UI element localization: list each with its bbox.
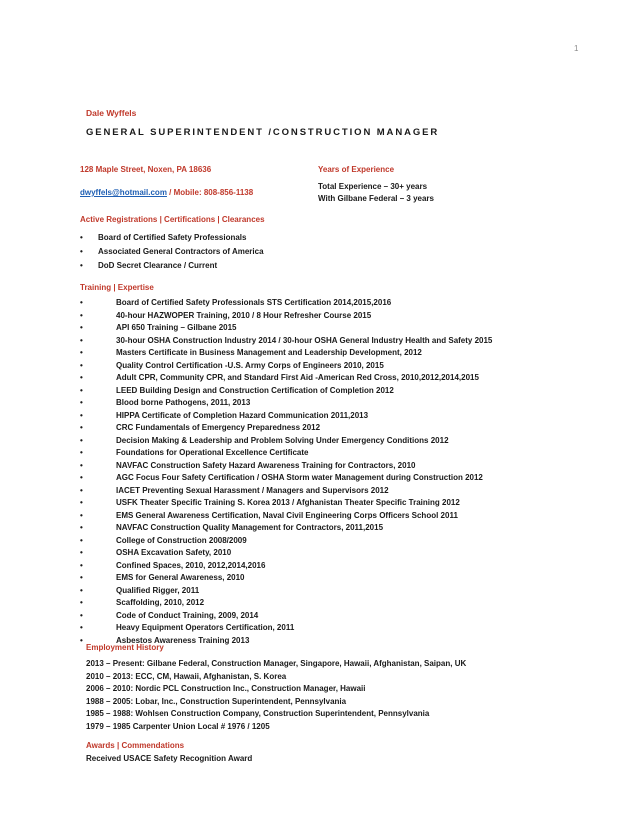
email-link[interactable]: dwyffels@hotmail.com	[80, 188, 167, 197]
gilbane-experience: With Gilbane Federal – 3 years	[318, 194, 434, 203]
bullet: •	[80, 623, 83, 632]
bullet: •	[80, 523, 83, 532]
bullet: •	[80, 473, 83, 482]
bullet: •	[80, 335, 83, 345]
contact-line	[80, 187, 253, 198]
bullet: •	[80, 247, 83, 256]
experience-details	[318, 181, 434, 205]
employment-item: 1985 – 1988: Wohlsen Construction Company, Construction Superintendent, Pennsylvania	[86, 709, 430, 718]
bullet: •	[80, 498, 83, 507]
bullet: •	[80, 298, 83, 307]
bullet: •	[80, 460, 83, 470]
bullet: •	[80, 233, 83, 242]
bullet: •	[80, 585, 83, 595]
bullet: •	[80, 373, 83, 382]
bullet: •	[80, 448, 83, 457]
bullet: •	[80, 348, 83, 357]
employment-list	[86, 658, 466, 733]
registrations-heading: Active Registrations | Certifications | Clearances	[80, 215, 265, 224]
page-number: 1	[574, 44, 579, 53]
address: 128 Maple Street, Noxen, PA 18636	[80, 165, 212, 174]
employment-item: 1979 – 1985 Carpenter Union Local # 1976 / 1205	[86, 721, 270, 731]
bullet: •	[80, 360, 83, 370]
bullet: •	[80, 398, 83, 407]
employment-item: 2010 – 2013: ECC, CM, Hawaii, Afghanistan, S. Korea	[86, 671, 287, 681]
employment-item: 2006 – 2010: Nordic PCL Construction Inc., Construction Manager, Hawaii	[86, 684, 366, 693]
bullet: •	[80, 410, 83, 420]
bullet: •	[80, 510, 83, 520]
employment-item: 1988 – 2005: Lobar, Inc., Construction Superintendent, Pennsylvania	[86, 696, 347, 706]
bullet: •	[80, 435, 83, 445]
total-experience: Total Experience – 30+ years	[318, 182, 428, 191]
bullet: •	[80, 323, 83, 332]
employment-heading: Employment History	[86, 643, 164, 652]
award-item: Received USACE Safety Recognition Award	[86, 754, 253, 763]
bullet: •	[80, 423, 83, 432]
phone-text: / Mobile: 808-856-1138	[166, 188, 254, 197]
awards-heading: Awards | Commendations	[86, 741, 185, 750]
bullet: •	[80, 610, 83, 620]
bullet: •	[80, 385, 83, 395]
bullet: •	[80, 261, 83, 270]
job-title: GENERAL SUPERINTENDENT /CONSTRUCTION MANAGER	[86, 127, 440, 138]
bullet: •	[80, 310, 83, 320]
bullet: •	[80, 485, 83, 495]
bullet: •	[80, 598, 83, 607]
bullet: •	[80, 560, 83, 570]
bullet: •	[80, 535, 83, 545]
bullet: •	[80, 573, 83, 582]
candidate-name: Dale Wyffels	[86, 108, 137, 118]
training-heading: Training | Expertise	[80, 283, 154, 292]
bullet: •	[80, 548, 83, 557]
experience-heading: Years of Experience	[318, 165, 395, 174]
employment-item: 2013 – Present: Gilbane Federal, Construction Manager, Singapore, Hawaii, Afghanistan, Saipan, UK	[86, 659, 467, 668]
bullet: •	[80, 635, 83, 645]
